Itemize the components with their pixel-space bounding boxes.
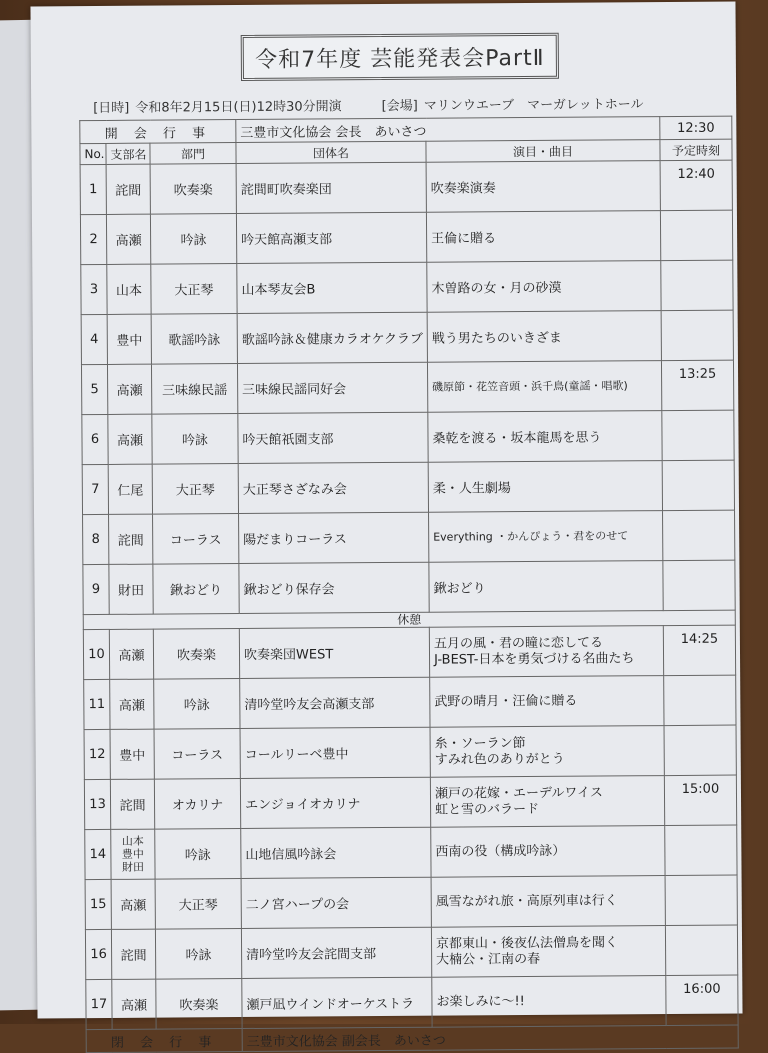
table-row [81, 310, 733, 365]
table-row [80, 160, 732, 215]
table-row [84, 675, 736, 730]
row-branch: 高瀬 [107, 364, 151, 414]
row-time [664, 725, 736, 776]
row-dept: 鍬おどり [153, 564, 239, 615]
row-program [431, 826, 665, 878]
date-label: [日時] [93, 100, 130, 117]
row-dept: 吟詠 [150, 214, 236, 265]
program-sheet [30, 2, 742, 1051]
row-no: 10 [83, 629, 109, 679]
row-no: 16 [85, 929, 111, 979]
table-row [83, 510, 735, 565]
row-dept: 吟詠 [155, 829, 241, 880]
program-line-2: J-BEST-日本を勇気づける名曲たち [433, 650, 635, 668]
row-no: 12 [84, 729, 110, 779]
row-branch: 詫間 [106, 164, 150, 214]
row-dept: 大正琴 [151, 264, 237, 315]
table-row [85, 925, 737, 980]
row-time [665, 875, 737, 926]
page-title: 令和7年度 芸能発表会PartⅡ [241, 33, 559, 81]
program-line-1: 風雪ながれ旅・高原列車は行く [435, 892, 618, 910]
row-no: 5 [81, 364, 107, 414]
venue-label: [会場] [381, 98, 418, 115]
program-line-1: 西南の役（構成吟詠） [435, 843, 566, 860]
row-program: 磯原節・花笠音頭・浜千鳥(童謡・唱歌) [427, 361, 661, 413]
row-branch: 高瀬 [106, 214, 150, 264]
row-time [661, 260, 733, 311]
row-program: 鍬おどり [429, 561, 663, 613]
program-line-1: お楽しみに～!! [436, 993, 525, 1010]
header-no: No. [80, 143, 106, 164]
row-program: 桑乾を渡る・坂本龍馬を思う [428, 411, 662, 463]
row-no: 17 [86, 979, 112, 1029]
program-line-2: 大楠公・江南の春 [436, 951, 541, 968]
row-group: 吟天館祇園支部 [238, 412, 428, 463]
row-program [430, 776, 664, 828]
closing-row [86, 1025, 738, 1053]
row-branch: 高瀬 [110, 679, 154, 729]
row-branch: 財田 [109, 564, 153, 614]
program-table [79, 116, 739, 1053]
row-time [662, 410, 734, 461]
program-line-2: 虹と雪のバラード [435, 801, 540, 818]
row-no: 14 [85, 829, 111, 879]
row-time [661, 310, 733, 361]
row-dept: コーラス [153, 514, 239, 565]
row-group: 大正琴さざなみ会 [238, 462, 428, 513]
row-program [431, 876, 665, 928]
row-dept: 歌謡吟詠 [151, 314, 237, 365]
row-group: 三味線民謡同好会 [237, 362, 427, 413]
row-group: 瀬戸凪ウインドオーケストラ [242, 977, 432, 1028]
row-group: エンジョイオカリナ [240, 777, 430, 828]
row-program: 王倫に贈る [426, 211, 660, 263]
row-no: 2 [80, 214, 106, 264]
table-row [85, 875, 737, 930]
row-no: 11 [84, 679, 110, 729]
row-dept: オカリナ [154, 779, 240, 830]
break-label: 休憩 [83, 610, 735, 630]
program-line-1: 武野の晴月・汪倫に贈る [434, 693, 578, 710]
row-dept: コーラス [154, 729, 240, 780]
program-line-1: 京都東山・後夜仏法僧鳥を聞く [435, 934, 619, 952]
row-no: 6 [82, 414, 108, 464]
row-group: 吟天館高瀬支部 [236, 212, 426, 263]
row-branch: 詫間 [111, 929, 155, 979]
table-row [82, 410, 734, 465]
row-dept: 吟詠 [152, 414, 238, 465]
row-group: 陽だまりコーラス [239, 512, 429, 563]
row-group: 清吟堂吟友会詫間支部 [241, 927, 431, 978]
table-row [82, 460, 734, 515]
row-group: コールリーベ豊中 [240, 727, 430, 778]
row-time [664, 675, 736, 726]
row-dept: 吟詠 [155, 929, 241, 980]
table-row [81, 260, 733, 315]
row-program [432, 976, 666, 1028]
table-row [86, 975, 738, 1030]
row-dept: 吹奏楽 [150, 164, 236, 215]
row-program [431, 926, 665, 978]
row-no: 7 [82, 464, 108, 514]
row-group: 吹奏楽団WEST [239, 627, 429, 678]
program-line-1: 糸・ソーラン節 [434, 735, 526, 752]
closing-label: 閉 会 行 事 [86, 1029, 242, 1053]
row-group: 山地信風吟詠会 [241, 827, 431, 878]
row-time [662, 460, 734, 511]
table-row [84, 725, 736, 780]
row-time: 16:00 [666, 975, 738, 1026]
row-branch: 仁尾 [108, 464, 152, 514]
row-branch: 豊中 [110, 729, 154, 779]
row-group: 二ノ宮ハープの会 [241, 877, 431, 928]
row-no: 4 [81, 314, 107, 364]
event-info [93, 93, 733, 117]
row-group: 歌謡吟詠＆健康カラオケクラブ [237, 312, 427, 363]
row-no: 15 [85, 879, 111, 929]
row-program [430, 726, 664, 778]
header-time: 予定時刻 [660, 139, 732, 161]
header-group: 団体名 [236, 141, 426, 163]
row-program: Everything ・かんぴょう・君をのせて [429, 511, 663, 563]
row-group: 鍬おどり保存会 [239, 562, 429, 613]
row-no: 9 [83, 564, 109, 614]
row-time: 15:00 [664, 775, 736, 826]
row-program [429, 626, 663, 678]
row-program: 木曽路の女・月の砂漠 [427, 261, 661, 313]
table-row [84, 775, 736, 830]
row-branch: 詫間 [109, 514, 153, 564]
program-line-2: すみれ色のありがとう [434, 751, 565, 768]
header-branch: 支部名 [106, 143, 150, 164]
venue-value: マリンウエーブ マーガレットホール [423, 97, 644, 114]
row-time: 12:40 [660, 160, 732, 211]
row-dept: 吹奏楽 [153, 629, 239, 680]
program-line-1: 瀬戸の花嫁・エーデルワイス [434, 784, 603, 802]
table-row [80, 210, 732, 265]
row-no: 8 [83, 514, 109, 564]
opening-text: 三豊市文化協会 会長 あいさつ [236, 117, 660, 143]
row-dept: 吟詠 [154, 679, 240, 730]
row-time [663, 560, 735, 611]
row-branch: 山本 [107, 264, 151, 314]
row-time [663, 510, 735, 561]
closing-text: 三豊市文化協会 副会長 あいさつ [242, 1025, 738, 1051]
table-row [85, 825, 737, 880]
table-row [81, 360, 733, 415]
row-branch: 山本 豊中 財田 [111, 829, 155, 879]
table-row [83, 625, 735, 680]
row-no: 3 [81, 264, 107, 314]
header-program: 演目・曲目 [426, 140, 660, 163]
row-dept: 三味線民謡 [151, 364, 237, 415]
row-time [665, 925, 737, 976]
row-time: 14:25 [663, 625, 735, 676]
header-dept: 部門 [150, 143, 236, 165]
row-time [665, 825, 737, 876]
date-value: 令和8年2月15日(日)12時30分開演 [135, 99, 342, 116]
row-program: 柔・人生劇場 [428, 461, 662, 513]
row-no: 13 [84, 779, 110, 829]
opening-time: 12:30 [660, 116, 732, 140]
row-branch: 豊中 [107, 314, 151, 364]
row-program [430, 676, 664, 728]
row-program: 戦う男たちのいきざま [427, 311, 661, 363]
row-branch: 詫間 [110, 779, 154, 829]
row-dept: 大正琴 [152, 464, 238, 515]
opening-label: 開 会 行 事 [80, 120, 236, 144]
row-dept: 吹奏楽 [156, 979, 242, 1030]
program-line-1: 五月の風・君の瞳に恋してる [433, 634, 603, 652]
row-group: 山本琴友会B [237, 262, 427, 313]
row-program: 吹奏楽演奏 [426, 161, 660, 213]
row-dept: 大正琴 [155, 879, 241, 930]
row-branch: 高瀬 [108, 414, 152, 464]
row-branch: 高瀬 [109, 629, 153, 679]
row-time [660, 210, 732, 261]
row-no: 1 [80, 164, 106, 214]
table-row [83, 560, 735, 615]
row-time: 13:25 [661, 360, 733, 411]
row-group: 詫間町吹奏楽団 [236, 162, 426, 213]
row-group: 清吟堂吟友会高瀬支部 [240, 677, 430, 728]
row-branch: 高瀬 [112, 979, 156, 1029]
row-branch: 高瀬 [111, 879, 155, 929]
